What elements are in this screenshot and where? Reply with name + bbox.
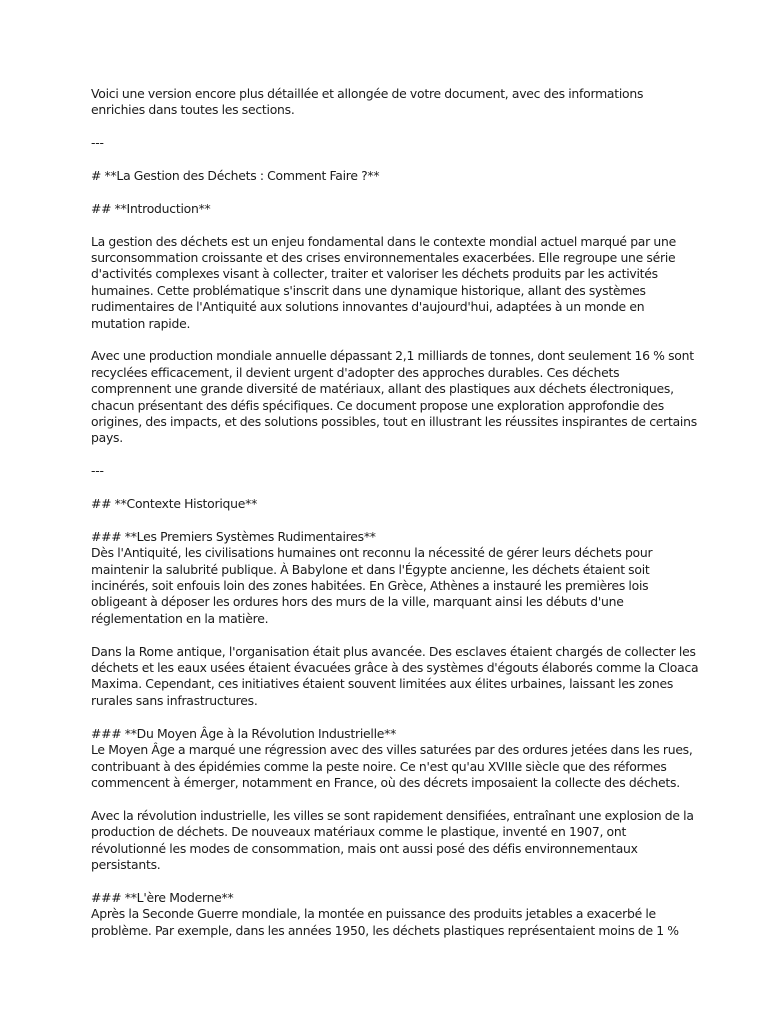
- text-line: production de déchets. De nouveaux matériaux comme le plastique, inventé en 1907, ont: [91, 824, 627, 840]
- heading-premiers-systemes: ### **Les Premiers Systèmes Rudimentaires**: [91, 528, 376, 544]
- paragraph-moyen-age-2: [91, 807, 694, 874]
- text-line: révolutionné les modes de consommation, mais ont aussi posé des défis environnementaux: [91, 840, 638, 856]
- text-line: Maxima. Cependant, ces initiatives étaient souvent limitées aux élites urbaines, laissant les zones: [91, 676, 674, 692]
- text-line: recyclées efficacement, il devient urgent d'adopter des approches durables. Ces déchets: [91, 364, 620, 380]
- text-line: contribuant à des épidémies comme la peste noire. Ce n'est qu'au XVIIIe siècle que des réformes: [91, 758, 667, 774]
- document-title: # **La Gestion des Déchets : Comment Faire ?**: [91, 168, 380, 183]
- text-line: origines, des impacts, et des solutions possibles, tout en illustrant les réussites inspirantes de certains: [91, 414, 697, 430]
- document-page: [91, 86, 699, 939]
- text-line: d'activités complexes visant à collecter, traiter et valoriser les déchets produits par les activités: [91, 266, 658, 282]
- text-line: pays.: [91, 430, 123, 446]
- separator: ---: [91, 463, 104, 479]
- text-line: déchets et les eaux usées étaient évacuées grâce à des systèmes d'égouts élaborés comme la Cloaca: [91, 660, 699, 676]
- text-line: Le Moyen Âge a marqué une régression avec des villes saturées par des ordures jetées dans les rues,: [91, 742, 693, 758]
- text-line: La gestion des déchets est un enjeu fondamental dans le contexte mondial actuel marqué par une: [91, 233, 676, 249]
- text-line: humaines. Cette problématique s'inscrit dans une dynamique historique, allant des systèmes: [91, 282, 646, 298]
- text-line: Voici une version encore plus détaillée et allongée de votre document, avec des informations: [91, 86, 644, 101]
- text-line: commencent à émerger, notamment en France, où des décrets imposaient la collecte des déchets.: [91, 774, 680, 790]
- heading-introduction: ## **Introduction**: [91, 200, 211, 216]
- heading-ere-moderne: ### **L'ère Moderne**: [91, 889, 234, 905]
- text-line: Après la Seconde Guerre mondiale, la montée en puissance des produits jetables a exacerbé le: [91, 906, 656, 922]
- paragraph-premiers-2: [91, 643, 699, 710]
- text-line: réglementation en la matière.: [91, 610, 269, 626]
- paragraph-moyen-age-1: [91, 742, 691, 791]
- text-line: rurales sans infrastructures.: [91, 692, 258, 708]
- text-line: comprennent une grande diversité de matériaux, allant des plastiques aux déchets électroniques,: [91, 381, 674, 397]
- paragraph-premiers-1: [91, 545, 691, 627]
- text-line: rudimentaires de l'Antiquité aux solutions innovantes d'aujourd'hui, adaptées à un monde en: [91, 299, 645, 315]
- separator: ---: [91, 135, 104, 151]
- heading-contexte-historique: ## **Contexte Historique**: [91, 496, 258, 512]
- text-line: Dès l'Antiquité, les civilisations humaines ont reconnu la nécessité de gérer leurs déchets pour: [91, 545, 653, 561]
- text-line: Avec une production mondiale annuelle dépassant 2,1 milliards de tonnes, dont seulement 16 % sont: [91, 348, 694, 364]
- paragraph-intro-1: [91, 234, 691, 332]
- text-line: enrichies dans toutes les sections.: [91, 102, 295, 118]
- paragraph-moderne-1: [91, 906, 691, 939]
- text-line: problème. Par exemple, dans les années 1950, les déchets plastiques représentaient moins de 1 %: [91, 922, 679, 938]
- text-line: persistants.: [91, 856, 161, 872]
- text-line: Dans la Rome antique, l'organisation était plus avancée. Des esclaves étaient chargés de collecter les: [91, 643, 696, 659]
- text-line: mutation rapide.: [91, 315, 191, 331]
- paragraph-intro-2: [91, 348, 697, 446]
- text-line: obligeant à déposer les ordures hors des murs de la ville, marquant ainsi les débuts d'une: [91, 594, 624, 610]
- text-line: Avec la révolution industrielle, les villes se sont rapidement densifiées, entraînant une explosion de la: [91, 807, 694, 823]
- text-line: incinérés, soit enfouis loin des zones habitées. En Grèce, Athènes a instauré les premières lois: [91, 578, 649, 594]
- heading-moyen-age: ### **Du Moyen Âge à la Révolution Industrielle**: [91, 725, 397, 741]
- text-line: surconsommation croissante et des crises environnementales exacerbées. Elle regroupe une série: [91, 250, 676, 265]
- text-line: maintenir la salubrité publique. À Babylone et dans l'Égypte ancienne, les déchets étaient soit: [91, 561, 650, 577]
- intro-note: [91, 86, 691, 119]
- text-line: chacun présentant des défis spécifiques. Ce document propose une exploration approfondie des: [91, 397, 664, 413]
